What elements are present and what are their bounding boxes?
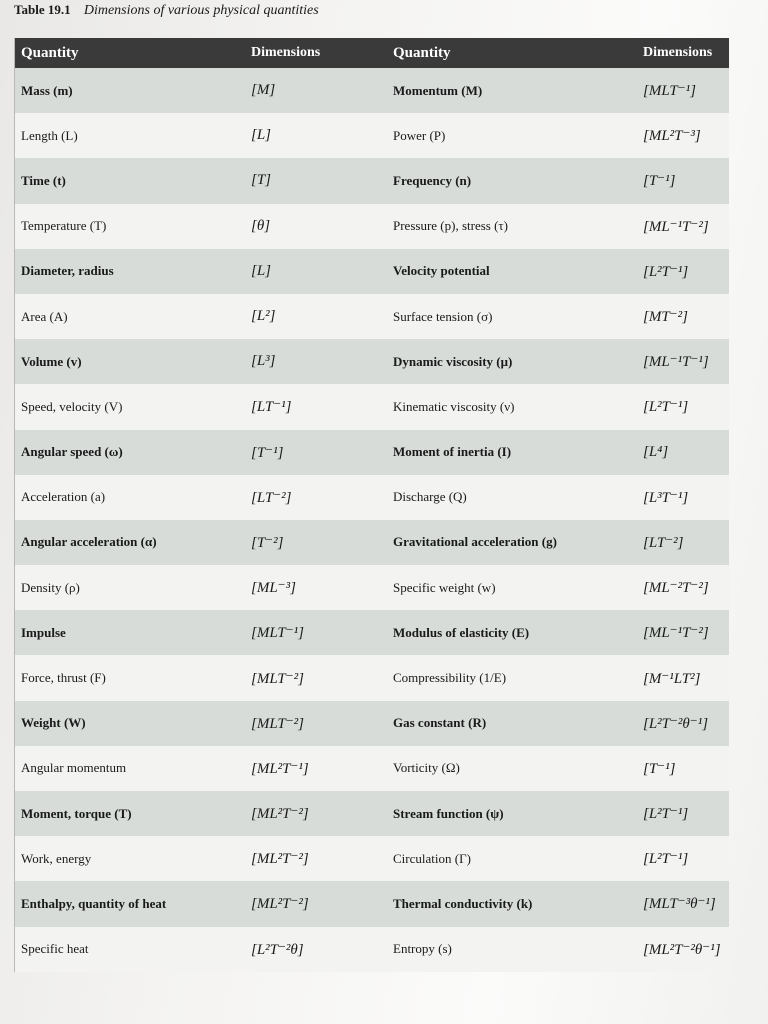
dimensions-left-cell: [ML²T⁻²] <box>251 896 309 913</box>
dimensions-right-cell: [T⁻¹] <box>643 173 676 190</box>
quantity-left-cell: Mass (m) <box>21 82 73 98</box>
quantity-left-cell: Angular momentum <box>21 760 127 776</box>
table-row <box>15 881 729 926</box>
quantity-right-cell: Gas constant (R) <box>393 715 487 731</box>
quantity-right-cell: Compressibility (1/E) <box>393 670 507 686</box>
dimensions-left-cell: [ML²T⁻²] <box>251 851 309 868</box>
table-row <box>15 384 729 429</box>
dimensions-right-cell: [MT⁻²] <box>643 309 688 326</box>
quantity-left-cell: Density (ρ) <box>21 579 80 595</box>
header-dimensions-left: Dimensions <box>251 45 321 60</box>
dimensions-left-cell: [M] <box>251 82 276 99</box>
table-header-row <box>15 38 729 68</box>
dimensions-right-cell: [L²T⁻²θ⁻¹] <box>643 715 709 732</box>
quantity-left-cell: Moment, torque (T) <box>21 805 132 821</box>
quantity-right-cell: Dynamic viscosity (μ) <box>393 353 513 369</box>
table-row <box>15 746 729 791</box>
quantity-right-cell: Stream function (ψ) <box>393 805 504 821</box>
quantity-right-cell: Velocity potential <box>393 263 490 279</box>
table-row <box>15 294 729 339</box>
table-title: Dimensions of various physical quantities <box>83 3 319 18</box>
dimensions-right-cell: [T⁻¹] <box>643 760 676 777</box>
dimensions-left-cell: [L] <box>251 127 272 144</box>
table-row <box>15 701 729 746</box>
table-row <box>15 836 729 881</box>
dimensions-left-cell: [ML⁻³] <box>251 580 296 597</box>
quantity-left-cell: Time (t) <box>21 172 66 188</box>
table-row <box>15 610 729 655</box>
dimensions-left-cell: [ML²T⁻¹] <box>251 760 309 777</box>
table-row <box>15 565 729 610</box>
table-number: Table 19.1 <box>14 2 71 17</box>
dimensions-left-cell: [L] <box>251 262 272 279</box>
quantity-left-cell: Angular acceleration (α) <box>21 534 157 550</box>
quantity-right-cell: Pressure (p), stress (τ) <box>393 218 508 234</box>
quantity-right-cell: Specific weight (w) <box>393 579 496 595</box>
quantity-right-cell: Frequency (n) <box>393 172 472 188</box>
dimensions-left-cell: [L²T⁻²θ] <box>251 941 304 958</box>
table-row <box>15 927 729 972</box>
dimensions-right-cell: [L²T⁻¹] <box>643 806 689 823</box>
quantity-left-cell: Specific heat <box>21 941 89 957</box>
table-row <box>15 204 729 249</box>
dimensions-table <box>14 38 729 972</box>
dimensions-right-cell: [ML²T⁻³] <box>643 128 701 145</box>
dimensions-left-cell: [MLT⁻²] <box>251 715 304 732</box>
dimensions-right-cell: [L³T⁻¹] <box>643 489 689 506</box>
dimensions-right-cell: [MLT⁻³θ⁻¹] <box>643 896 716 913</box>
table-row <box>15 791 729 836</box>
dimensions-right-cell: [M⁻¹LT²] <box>643 670 701 687</box>
quantity-left-cell: Force, thrust (F) <box>21 670 106 686</box>
table-caption <box>14 2 319 19</box>
dimensions-left-cell: [LT⁻²] <box>251 489 292 506</box>
dimensions-right-cell: [ML⁻²T⁻²] <box>643 580 709 597</box>
table-row <box>15 339 729 384</box>
quantity-left-cell: Work, energy <box>21 850 92 866</box>
dimensions-left-cell: [T⁻²] <box>251 534 284 551</box>
table-row <box>15 68 729 113</box>
table-row <box>15 158 729 203</box>
dimensions-left-cell: [L²] <box>251 308 276 325</box>
header-quantity-right: Quantity <box>393 44 451 61</box>
header-quantity-left: Quantity <box>21 44 79 61</box>
quantity-right-cell: Discharge (Q) <box>393 489 467 505</box>
quantity-left-cell: Weight (W) <box>21 715 86 731</box>
quantity-left-cell: Diameter, radius <box>21 263 114 279</box>
dimensions-left-cell: [T⁻¹] <box>251 444 284 461</box>
dimensions-right-cell: [L⁴] <box>643 443 669 460</box>
dimensions-right-cell: [MLT⁻¹] <box>643 83 696 100</box>
quantity-right-cell: Surface tension (σ) <box>393 308 493 324</box>
header-dimensions-right: Dimensions <box>643 45 713 60</box>
table-row <box>15 249 729 294</box>
quantity-left-cell: Acceleration (a) <box>21 489 106 505</box>
dimensions-right-cell: [L²T⁻¹] <box>643 851 689 868</box>
dimensions-right-cell: [L²T⁻¹] <box>643 399 689 416</box>
quantity-left-cell: Area (A) <box>21 308 68 324</box>
dimensions-right-cell: [ML²T⁻²θ⁻¹] <box>643 941 721 958</box>
quantity-right-cell: Power (P) <box>393 127 446 143</box>
quantity-right-cell: Moment of inertia (I) <box>393 444 512 460</box>
dimensions-right-cell: [L²T⁻¹] <box>643 263 689 280</box>
quantity-left-cell: Speed, velocity (V) <box>21 398 123 414</box>
quantity-left-cell: Enthalpy, quantity of heat <box>21 895 167 911</box>
dimensions-left-cell: [θ] <box>251 217 271 234</box>
quantity-left-cell: Impulse <box>21 624 66 640</box>
table-row <box>15 430 729 475</box>
quantity-right-cell: Vorticity (Ω) <box>393 760 460 776</box>
dimensions-right-cell: [ML⁻¹T⁻²] <box>643 218 709 235</box>
quantity-left-cell: Volume (v) <box>21 353 82 369</box>
quantity-right-cell: Gravitational acceleration (g) <box>393 534 557 550</box>
quantity-left-cell: Length (L) <box>21 127 78 143</box>
quantity-right-cell: Thermal conductivity (k) <box>393 895 533 911</box>
quantity-left-cell: Angular speed (ω) <box>21 444 123 460</box>
quantity-right-cell: Kinematic viscosity (ν) <box>393 398 515 414</box>
dimensions-left-cell: [L³] <box>251 353 276 370</box>
quantity-right-cell: Circulation (Γ) <box>393 850 471 866</box>
dimensions-left-cell: [MLT⁻²] <box>251 670 304 687</box>
table-row <box>15 475 729 520</box>
table-body <box>15 68 729 972</box>
table-row <box>15 655 729 700</box>
dimensions-left-cell: [T] <box>251 172 272 189</box>
quantity-right-cell: Modulus of elasticity (E) <box>393 624 530 640</box>
dimensions-left-cell: [MLT⁻¹] <box>251 625 304 642</box>
dimensions-right-cell: [LT⁻²] <box>643 534 684 551</box>
quantity-right-cell: Momentum (M) <box>393 82 483 98</box>
dimensions-right-cell: [ML⁻¹T⁻²] <box>643 625 709 642</box>
dimensions-left-cell: [ML²T⁻²] <box>251 806 309 823</box>
table-row <box>15 113 729 158</box>
table-row <box>15 520 729 565</box>
quantity-left-cell: Temperature (T) <box>21 218 107 234</box>
quantity-right-cell: Entropy (s) <box>393 941 452 957</box>
dimensions-right-cell: [ML⁻¹T⁻¹] <box>643 354 709 371</box>
dimensions-left-cell: [LT⁻¹] <box>251 399 292 416</box>
